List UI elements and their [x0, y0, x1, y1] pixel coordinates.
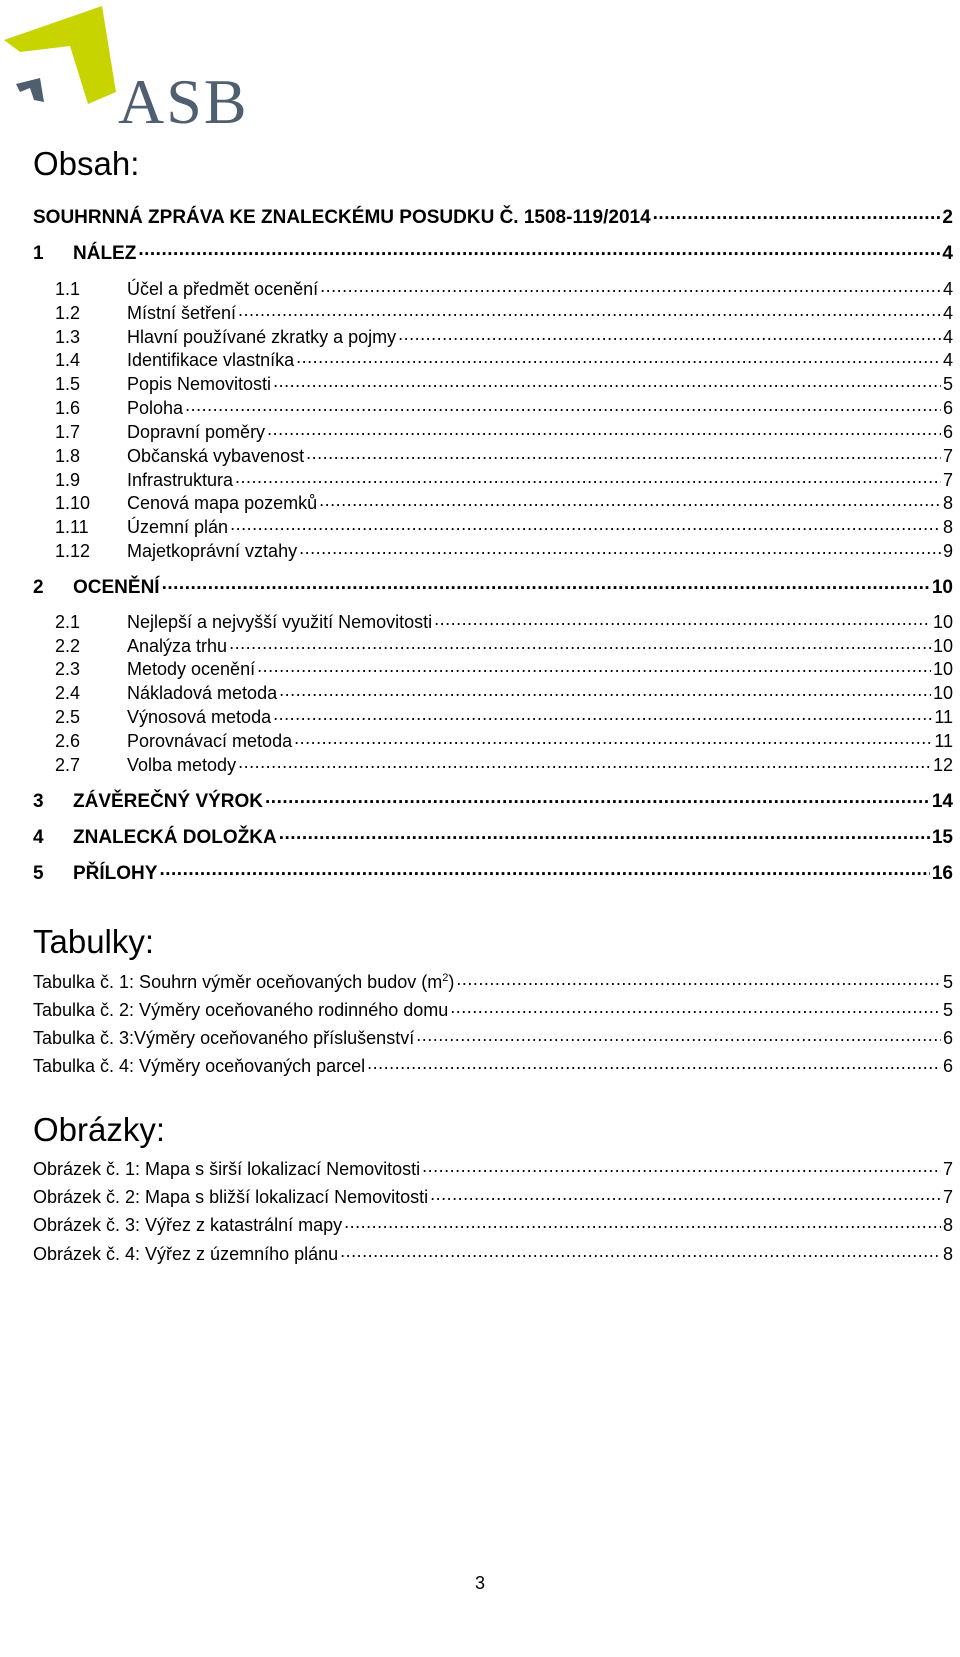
table-entry-title [33, 972, 454, 993]
dot-leader [265, 788, 930, 807]
toc-item-title: Porovnávací metoda [127, 731, 293, 751]
toc-item-number: 1.7 [55, 422, 81, 442]
figure-entry-title: Obrázek č. 2: Mapa s bližší lokalizací Nemovitosti [33, 1187, 429, 1207]
toc-item-page: 10 [932, 659, 953, 679]
table-entry-page: 5 [942, 972, 953, 992]
dot-leader [273, 372, 941, 390]
table-entry-title: Tabulka č. 2: Výměry oceňovaného rodinného domu [33, 1000, 449, 1020]
toc-item-title: Územní plán [127, 517, 229, 537]
toc-item-title: Infrastruktura [127, 470, 234, 490]
toc-entry-title: SOUHRNNÁ ZPRÁVA KE ZNALECKÉMU POSUDKU Č. 1508-119/2014 [33, 207, 651, 228]
page-number: 3 [474, 1573, 485, 1593]
toc-item-1-6[interactable] [55, 396, 953, 419]
toc-item-1-2[interactable] [55, 301, 953, 324]
superscript: 2 [442, 972, 449, 984]
toc-item-2-2[interactable] [55, 634, 953, 657]
toc-section-2[interactable] [33, 574, 953, 599]
toc-section-number: 5 [33, 863, 44, 884]
toc-item-title: Občanská vybavenost [127, 446, 305, 466]
toc-item-number: 2.7 [55, 755, 81, 775]
dot-leader [238, 301, 941, 319]
toc-section-4[interactable] [33, 824, 953, 849]
toc-item-title: Analýza trhu [127, 636, 228, 656]
toc-item-page: 8 [942, 517, 953, 537]
toc-section-title: NÁLEZ [73, 243, 137, 264]
toc-item-title: Identifikace vlastníka [127, 350, 295, 370]
toc-item-page: 4 [942, 303, 953, 323]
figure-entry-title: Obrázek č. 4: Výřez z územního plánu [33, 1244, 339, 1264]
toc-item-1-12[interactable] [55, 539, 953, 562]
toc-section-page: 16 [931, 863, 953, 884]
table-entry-1[interactable] [33, 970, 953, 993]
dot-leader [430, 1185, 941, 1203]
toc-section-number: 4 [33, 827, 44, 848]
toc-item-number: 1.6 [55, 398, 81, 418]
dot-leader [185, 396, 941, 414]
dot-leader [416, 1026, 941, 1044]
toc-section-title: ZÁVĚREČNÝ VÝROK [73, 791, 264, 812]
dot-leader [320, 277, 941, 295]
figure-entry-2[interactable] [33, 1185, 953, 1208]
tables-heading: Tabulky: [33, 923, 155, 960]
figure-entry-page: 8 [942, 1215, 953, 1235]
dot-leader [230, 515, 941, 533]
toc-section-title: PŘÍLOHY [73, 863, 158, 884]
dot-leader [306, 444, 941, 462]
contents-heading: Obsah: [33, 145, 140, 182]
figure-entry-page: 8 [942, 1244, 953, 1264]
logo-text: ASB [118, 66, 249, 137]
toc-section-page: 4 [942, 243, 953, 264]
toc-summary-entry[interactable] [33, 204, 953, 229]
toc-item-1-5[interactable] [55, 372, 953, 395]
toc-item-2-1[interactable] [55, 610, 953, 633]
toc-item-title: Dopravní poměry [127, 422, 266, 442]
toc-item-page: 6 [942, 398, 953, 418]
dot-leader [398, 325, 941, 343]
title-suffix: ) [448, 972, 455, 992]
toc-item-number: 1.5 [55, 374, 81, 394]
toc-item-number: 1.11 [55, 517, 89, 537]
toc-item-1-3[interactable] [55, 325, 953, 348]
table-entry-title-text: Tabulka č. 1: Souhrn výměr oceňovaných budov (m [33, 972, 443, 992]
table-entry-page: 6 [942, 1028, 953, 1048]
toc-item-1-10[interactable] [55, 491, 953, 514]
toc-item-number: 1.8 [55, 446, 81, 466]
toc-item-1-7[interactable] [55, 420, 953, 443]
dot-leader [294, 729, 932, 747]
table-entry-title: Tabulka č. 3:Výměry oceňovaného příslušenství [33, 1028, 415, 1048]
dot-leader [367, 1054, 941, 1072]
figure-entry-4[interactable] [33, 1242, 953, 1265]
table-entry-3[interactable] [33, 1026, 953, 1049]
dot-leader [456, 970, 941, 988]
toc-item-title: Výnosová metoda [127, 707, 272, 727]
toc-item-title: Majetkoprávní vztahy [127, 541, 298, 561]
toc-item-page: 4 [942, 327, 953, 347]
dot-leader [319, 491, 941, 509]
dot-leader [267, 420, 941, 438]
toc-item-number: 2.3 [55, 659, 81, 679]
toc-section-page: 15 [931, 827, 953, 848]
toc-item-2-6[interactable] [55, 729, 953, 752]
toc-item-number: 1.12 [55, 541, 91, 561]
toc-item-number: 2.1 [55, 612, 81, 632]
toc-item-2-4[interactable] [55, 681, 953, 704]
dot-leader [422, 1157, 941, 1175]
toc-item-1-8[interactable] [55, 444, 953, 467]
toc-section-1[interactable] [33, 240, 953, 265]
toc-item-page: 9 [942, 541, 953, 561]
toc-item-number: 2.4 [55, 683, 81, 703]
toc-section-number: 3 [33, 791, 44, 812]
table-entry-page: 5 [942, 1000, 953, 1020]
dot-leader [340, 1242, 941, 1260]
toc-item-title: Hlavní používané zkratky a pojmy [127, 327, 397, 347]
toc-item-title: Nejlepší a nejvyšší využití Nemovitosti [127, 612, 433, 632]
figure-entry-3[interactable] [33, 1213, 953, 1236]
dot-leader [299, 539, 941, 557]
toc-item-title: Cenová mapa pozemků [127, 493, 318, 513]
toc-item-number: 1.3 [55, 327, 81, 347]
dot-leader [238, 753, 931, 771]
toc-section-number: 2 [33, 577, 44, 598]
dot-leader [450, 998, 941, 1016]
toc-item-number: 2.5 [55, 707, 81, 727]
dot-leader [279, 681, 931, 699]
dot-leader [273, 705, 932, 723]
toc-item-page: 6 [942, 422, 953, 442]
dot-leader [653, 204, 941, 223]
toc-item-page: 8 [942, 493, 953, 513]
toc-item-1-4[interactable] [55, 348, 953, 371]
toc-item-1-11[interactable] [55, 515, 953, 538]
toc-item-title: Metody ocenění [127, 659, 256, 679]
toc-section-page: 14 [931, 791, 953, 812]
dot-leader [434, 610, 931, 628]
dot-leader [159, 860, 929, 879]
toc-item-title: Popis Nemovitosti [127, 374, 272, 394]
toc-section-title: ZNALECKÁ DOLOŽKA [73, 827, 277, 848]
toc-item-page: 7 [942, 446, 953, 466]
toc-item-page: 11 [934, 731, 953, 751]
figures-heading: Obrázky: [33, 1111, 166, 1148]
toc-section-number: 1 [33, 243, 44, 264]
figure-entry-title: Obrázek č. 1: Mapa s širší lokalizací Nemovitosti [33, 1159, 421, 1179]
dot-leader [296, 348, 941, 366]
toc-item-number: 2.6 [55, 731, 81, 751]
toc-entry-page: 2 [942, 207, 953, 228]
toc-item-1-9[interactable] [55, 468, 953, 491]
toc-item-title: Místní šetření [127, 303, 237, 323]
toc-item-title: Účel a předmět ocenění [127, 279, 319, 299]
table-entry-2[interactable] [33, 998, 953, 1021]
dot-leader [138, 240, 940, 259]
toc-section-5[interactable] [33, 860, 953, 885]
toc-section-3[interactable] [33, 788, 953, 813]
toc-item-2-7[interactable] [55, 753, 953, 776]
table-entry-page: 6 [942, 1056, 953, 1076]
toc-item-number: 1.9 [55, 470, 81, 490]
table-entry-4[interactable] [33, 1054, 953, 1077]
toc-item-number: 2.2 [55, 636, 81, 656]
toc-item-title: Volba metody [127, 755, 237, 775]
dot-leader [257, 657, 931, 675]
dot-leader [279, 824, 930, 843]
toc-item-number: 1.4 [55, 350, 81, 370]
dot-leader [344, 1213, 941, 1231]
toc-item-1-1[interactable] [55, 277, 953, 300]
toc-item-page: 12 [932, 755, 953, 775]
toc-section-title: OCENĚNÍ [73, 577, 160, 598]
toc-item-page: 4 [942, 279, 953, 299]
figure-entry-page: 7 [942, 1159, 953, 1179]
toc-item-number: 1.2 [55, 303, 81, 323]
toc-item-page: 5 [942, 374, 953, 394]
toc-item-page: 11 [934, 707, 953, 727]
toc-item-number: 1.1 [55, 279, 81, 299]
toc-item-page: 7 [942, 470, 953, 490]
toc-item-page: 10 [932, 636, 953, 656]
dot-leader [229, 634, 931, 652]
dot-leader [162, 574, 930, 593]
table-entry-title: Tabulka č. 4: Výměry oceňovaných parcel [33, 1056, 366, 1076]
toc-section-page: 10 [931, 577, 953, 598]
figure-entry-title: Obrázek č. 3: Výřez z katastrální mapy [33, 1215, 343, 1235]
toc-item-page: 10 [932, 683, 953, 703]
toc-item-2-3[interactable] [55, 657, 953, 680]
toc-item-page: 4 [942, 350, 953, 370]
figure-entry-page: 7 [942, 1187, 953, 1207]
toc-item-title: Poloha [127, 398, 184, 418]
toc-item-2-5[interactable] [55, 705, 953, 728]
toc-item-title: Nákladová metoda [127, 683, 278, 703]
dot-leader [235, 468, 941, 486]
figure-entry-1[interactable] [33, 1157, 953, 1180]
toc-item-page: 10 [932, 612, 953, 632]
toc-item-number: 1.10 [55, 493, 91, 513]
